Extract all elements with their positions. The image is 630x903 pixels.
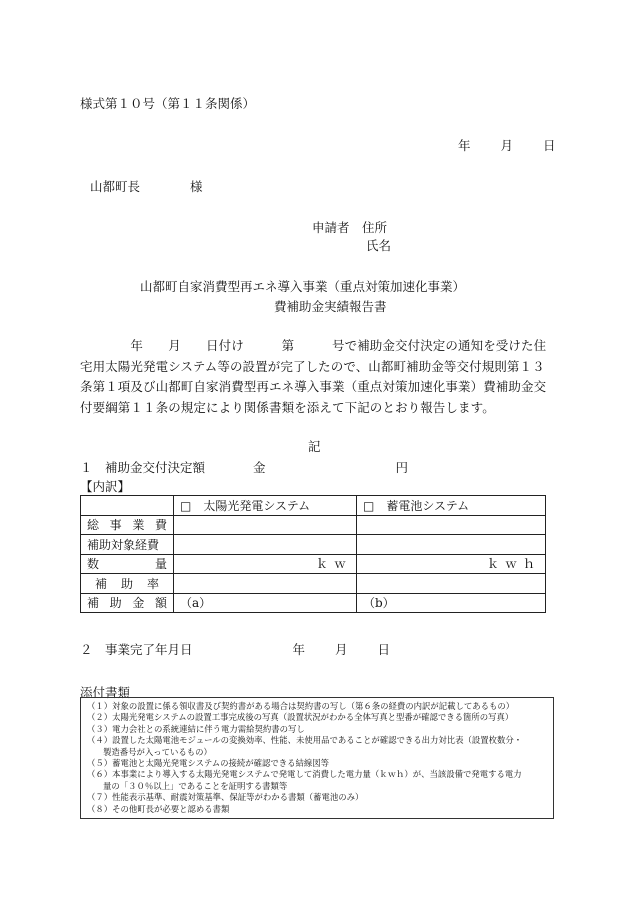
- list-item: （５）蓄電池と太陽光発電システムの接続が確認できる結線図等: [87, 758, 330, 769]
- item2-completion-date: [80, 640, 390, 658]
- table-row: [81, 515, 546, 535]
- addressee: 山都町長 様: [90, 179, 203, 194]
- attachments-list: [80, 697, 554, 819]
- row-label-quantity: 数 量: [87, 557, 167, 572]
- table-header-row: [81, 496, 546, 516]
- breakdown-table: [80, 495, 546, 613]
- applicant-address-label: 申請者 住所: [312, 220, 388, 235]
- row-label-total-cost: 総 事 業 費: [87, 518, 167, 533]
- col-solar-header: □ 太陽光発電システム: [174, 496, 357, 516]
- item1-amount-prefix: 金: [253, 460, 266, 475]
- attachments-title: 添付書類: [80, 685, 131, 700]
- form-number: 様式第１０号（第１１条関係）: [80, 96, 256, 111]
- list-item: （３）電力会社との系統連結に伴う電力需給契約書の写し: [87, 723, 305, 734]
- item1-grant-amount: [80, 458, 408, 476]
- item1-label: １ 補助金交付決定額: [80, 460, 206, 475]
- date-year: 年: [458, 138, 471, 153]
- document-title-line2: 費補助金実績報告書: [274, 299, 387, 314]
- list-item: （４）設置した太陽電池モジュールの変換効率、性能、未使用品であることが確認できる出力対比表（設置枚数分・: [87, 735, 523, 746]
- list-item-continued: 製造番号が入っているもの）: [103, 746, 212, 757]
- solar-unit-kw: ｋｗ: [174, 554, 357, 574]
- list-item: （８）その他町長が必要と認める書類: [87, 803, 230, 814]
- battery-cell: [357, 574, 546, 594]
- list-item: （７）性能表示基準、耐震対策基準、保証等がわかる書類（蓄電池のみ）: [87, 792, 364, 803]
- battery-unit-kwh: ｋｗｈ: [357, 554, 546, 574]
- item2-month: 月: [335, 642, 348, 657]
- item2-label: ２ 事業完了年月日: [80, 642, 193, 657]
- list-item: （２）太陽光発電システムの設置工事完成後の写真（設置状況がわかる全体写真と型番が確認できる箇所の写真）: [87, 712, 514, 723]
- row-label-subsidy-rate: 補 助 率: [95, 576, 159, 591]
- applicant-name-label: 氏名: [366, 238, 392, 253]
- battery-cell: [357, 535, 546, 555]
- list-item: （６）本事業により導入する太陽光発電システムで発電して消費した電力量（ｋｗｈ）が、当該設備で発電する電力: [87, 769, 522, 780]
- report-body-text: 年 月 日付け 第 号で補助金交付決定の通知を受けた住宅用太陽光発電システム等の設置が完了したので、山都町補助金等交付規則第１３条第１項及び山都町自家消費型再エネ導入事業（重点対策加速化事業）費補助金交付要綱第１１条の規定により関係書類を添えて下記のとおり報告します。: [80, 338, 547, 415]
- date-month: 月: [500, 138, 514, 153]
- battery-amount-b: （b）: [357, 593, 546, 613]
- table-corner-cell: [81, 496, 174, 516]
- row-label-eligible-cost: 補助対象経費: [81, 535, 174, 555]
- item2-year: 年: [292, 642, 306, 657]
- battery-cell: [357, 515, 546, 535]
- row-label-subsidy-amount: 補 助 金 額: [87, 596, 167, 611]
- list-item: （１）対象の設置に係る領収書及び契約書がある場合は契約書の写し（第６条の経費の内訳が記載してあるもの）: [87, 701, 515, 711]
- document-title-line1: 山都町自家消費型再エネ導入事業（重点対策加速化事業）: [140, 279, 466, 294]
- solar-cell: [174, 535, 357, 555]
- report-date: [458, 136, 556, 154]
- row-label: [81, 593, 174, 613]
- table-row: [81, 593, 546, 613]
- solar-amount-a: （a）: [174, 593, 357, 613]
- date-day: 日: [543, 138, 556, 153]
- table-row: [81, 535, 546, 555]
- solar-cell: [174, 515, 357, 535]
- col-battery-header: □ 蓄電池システム: [357, 496, 546, 516]
- solar-cell: [174, 574, 357, 594]
- row-label: [81, 515, 174, 535]
- table-row: [81, 574, 546, 594]
- row-label: [81, 554, 174, 574]
- item2-day: 日: [377, 642, 391, 657]
- breakdown-label: 【内訳】: [80, 479, 131, 494]
- ki-marker: 記: [308, 439, 321, 454]
- list-item-continued: 量の「３０％以上」であることを証明する書類等: [103, 780, 288, 791]
- item1-amount-suffix: 円: [395, 460, 409, 475]
- row-label: [81, 574, 174, 594]
- table-row: [81, 554, 546, 574]
